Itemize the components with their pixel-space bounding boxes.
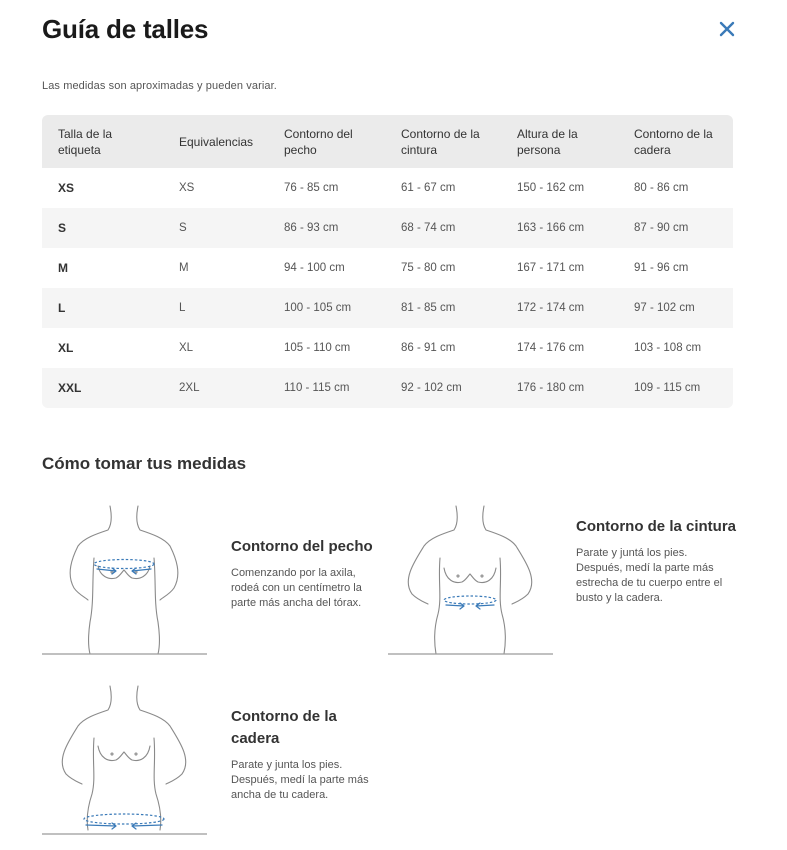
table-header-row: [42, 115, 733, 168]
cell-chest: 100 - 105 cm: [268, 288, 385, 328]
measure-chest: [42, 502, 387, 660]
body-waist-illustration: [388, 502, 558, 660]
header-height: Altura de la persona: [501, 115, 618, 168]
hip-title: Contorno de la cadera: [231, 708, 337, 747]
body-chest-illustration: [42, 502, 212, 660]
cell-hip: 97 - 102 cm: [618, 288, 733, 328]
waist-description: Parate y juntá los pies. Después, medí la parte más estrecha de tu cuerpo entre el busto y la cadera.: [576, 547, 723, 604]
cell-size: M: [58, 261, 68, 275]
close-button[interactable]: [716, 18, 738, 40]
cell-equivalence: XS: [179, 182, 195, 194]
cell-equivalence: S: [163, 208, 268, 248]
measure-waist: [388, 502, 737, 660]
cell-chest: 94 - 100 cm: [284, 262, 345, 274]
cell-size: L: [42, 288, 163, 328]
cell-size: XXL: [42, 368, 163, 408]
dialog-title: Guía de talles: [42, 14, 209, 44]
cell-size: XS: [58, 181, 75, 195]
cell-height: 163 - 166 cm: [501, 208, 618, 248]
table-row: [42, 248, 733, 288]
close-icon: [716, 18, 738, 40]
cell-height: 172 - 174 cm: [501, 288, 618, 328]
disclaimer-note: Las medidas son aproximadas y pueden variar.: [42, 80, 277, 92]
how-to-measure-title: Cómo tomar tus medidas: [42, 454, 247, 473]
cell-hip: 87 - 90 cm: [618, 208, 733, 248]
cell-waist: 86 - 91 cm: [401, 342, 456, 354]
measure-hip: [42, 682, 387, 840]
cell-equivalence: XL: [179, 342, 194, 354]
hip-description: Parate y junta los pies. Después, medí la parte más ancha de tu cadera.: [231, 759, 369, 801]
table-row: [42, 328, 733, 368]
cell-hip: 91 - 96 cm: [634, 262, 689, 274]
cell-height: 167 - 171 cm: [517, 262, 585, 274]
cell-height: 150 - 162 cm: [517, 182, 585, 194]
header-equivalences: Equivalencias: [163, 115, 268, 168]
cell-waist: 92 - 102 cm: [385, 368, 501, 408]
cell-chest: 86 - 93 cm: [268, 208, 385, 248]
cell-size: XL: [58, 341, 74, 355]
cell-waist: 61 - 67 cm: [401, 182, 456, 194]
cell-chest: 110 - 115 cm: [268, 368, 385, 408]
table-row: [42, 368, 733, 408]
body-hip-illustration: [42, 682, 212, 840]
cell-equivalence: 2XL: [163, 368, 268, 408]
header-label-size: Talla de la etiqueta: [42, 115, 163, 168]
cell-chest: 105 - 110 cm: [284, 342, 351, 354]
waist-title: Contorno de la cintura: [576, 518, 737, 535]
cell-waist: 68 - 74 cm: [385, 208, 501, 248]
cell-waist: 81 - 85 cm: [385, 288, 501, 328]
chest-title: Contorno del pecho: [231, 538, 373, 555]
cell-size: S: [42, 208, 163, 248]
cell-height: 174 - 176 cm: [517, 342, 585, 354]
cell-hip: 80 - 86 cm: [634, 182, 689, 194]
cell-waist: 75 - 80 cm: [401, 262, 456, 274]
table-row: [42, 168, 733, 208]
header-waist: Contorno de la cintura: [385, 115, 501, 168]
cell-hip: 103 - 108 cm: [634, 342, 702, 354]
cell-hip: 109 - 115 cm: [618, 368, 733, 408]
table-row: [42, 208, 733, 248]
cell-chest: 76 - 85 cm: [284, 182, 339, 194]
header-chest: Contorno del pecho: [268, 115, 385, 168]
cell-height: 176 - 180 cm: [501, 368, 618, 408]
header-hip: Contorno de la cadera: [618, 115, 733, 168]
cell-equivalence: L: [163, 288, 268, 328]
cell-equivalence: M: [179, 262, 189, 274]
table-row: [42, 288, 733, 328]
size-table: [42, 115, 733, 408]
chest-description: Comenzando por la axila, rodeá con un centímetro la parte más ancha del tórax.: [231, 567, 362, 609]
